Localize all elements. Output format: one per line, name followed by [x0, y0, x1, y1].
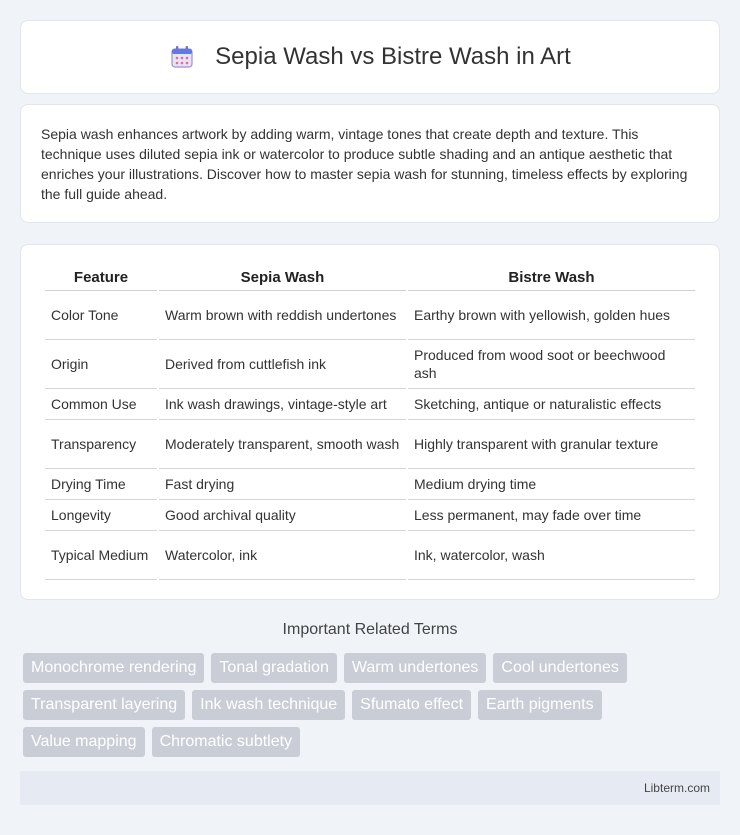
page-title: Sepia Wash vs Bistre Wash in Art — [215, 43, 571, 70]
footer-site-link[interactable]: Libterm.com — [643, 781, 710, 795]
sepia-cell: Watercolor, ink — [159, 531, 406, 580]
table-row — [45, 389, 695, 420]
related-term-tag[interactable]: Tonal gradation — [211, 653, 336, 683]
related-terms-list — [23, 653, 723, 757]
intro-text: Sepia wash enhances artwork by adding warm, vintage tones that create depth and texture. This technique uses diluted sepia ink or watercolor to produce subtle shading and an antique aesthetic that enriches your illustrations. Discover how to master sepia wash for stunning, timeless effects by exploring the full guide ahead. — [41, 126, 688, 202]
table-row — [45, 531, 695, 580]
table-row — [45, 500, 695, 531]
bistre-cell: Medium drying time — [408, 469, 695, 500]
table-header-row — [45, 265, 695, 291]
header-sepia-wash: Sepia Wash — [159, 265, 406, 291]
related-term-tag[interactable]: Cool undertones — [493, 653, 626, 683]
comparison-table — [43, 265, 697, 580]
sepia-cell: Good archival quality — [159, 500, 406, 531]
feature-cell: Longevity — [45, 500, 157, 531]
feature-cell: Typical Medium — [45, 531, 157, 580]
feature-cell: Origin — [45, 340, 157, 389]
sepia-cell: Moderately transparent, smooth wash — [159, 420, 406, 469]
table-row — [45, 469, 695, 500]
table-row — [45, 420, 695, 469]
header-feature: Feature — [45, 265, 157, 291]
feature-cell: Color Tone — [45, 291, 157, 340]
calendar-icon — [169, 44, 195, 70]
related-term-tag[interactable]: Transparent layering — [23, 690, 185, 720]
bistre-cell: Earthy brown with yellowish, golden hues — [408, 291, 695, 340]
header-card — [20, 20, 720, 94]
related-term-tag[interactable]: Sfumato effect — [352, 690, 471, 720]
bistre-cell: Less permanent, may fade over time — [408, 500, 695, 531]
feature-cell: Transparency — [45, 420, 157, 469]
header-bistre-wash: Bistre Wash — [408, 265, 695, 291]
bistre-cell: Produced from wood soot or beechwood ash — [408, 340, 695, 389]
comparison-table-card — [20, 244, 720, 600]
related-term-tag[interactable]: Warm undertones — [344, 653, 487, 683]
related-term-tag[interactable]: Earth pigments — [478, 690, 602, 720]
bistre-cell: Highly transparent with granular texture — [408, 420, 695, 469]
related-term-tag[interactable]: Monochrome rendering — [23, 653, 204, 683]
bistre-cell: Sketching, antique or naturalistic effects — [408, 389, 695, 420]
related-term-tag[interactable]: Chromatic subtlety — [152, 727, 301, 757]
related-terms-title: Important Related Terms — [282, 621, 458, 638]
sepia-cell: Derived from cuttlefish ink — [159, 340, 406, 389]
sepia-cell: Ink wash drawings, vintage-style art — [159, 389, 406, 420]
feature-cell: Drying Time — [45, 469, 157, 500]
intro-card — [20, 104, 720, 223]
sepia-cell: Fast drying — [159, 469, 406, 500]
feature-cell: Common Use — [45, 389, 157, 420]
related-term-tag[interactable]: Ink wash technique — [192, 690, 345, 720]
related-term-tag[interactable]: Value mapping — [23, 727, 145, 757]
sepia-cell: Warm brown with reddish undertones — [159, 291, 406, 340]
footer — [20, 771, 720, 805]
bistre-cell: Ink, watercolor, wash — [408, 531, 695, 580]
table-row — [45, 291, 695, 340]
table-row — [45, 340, 695, 389]
